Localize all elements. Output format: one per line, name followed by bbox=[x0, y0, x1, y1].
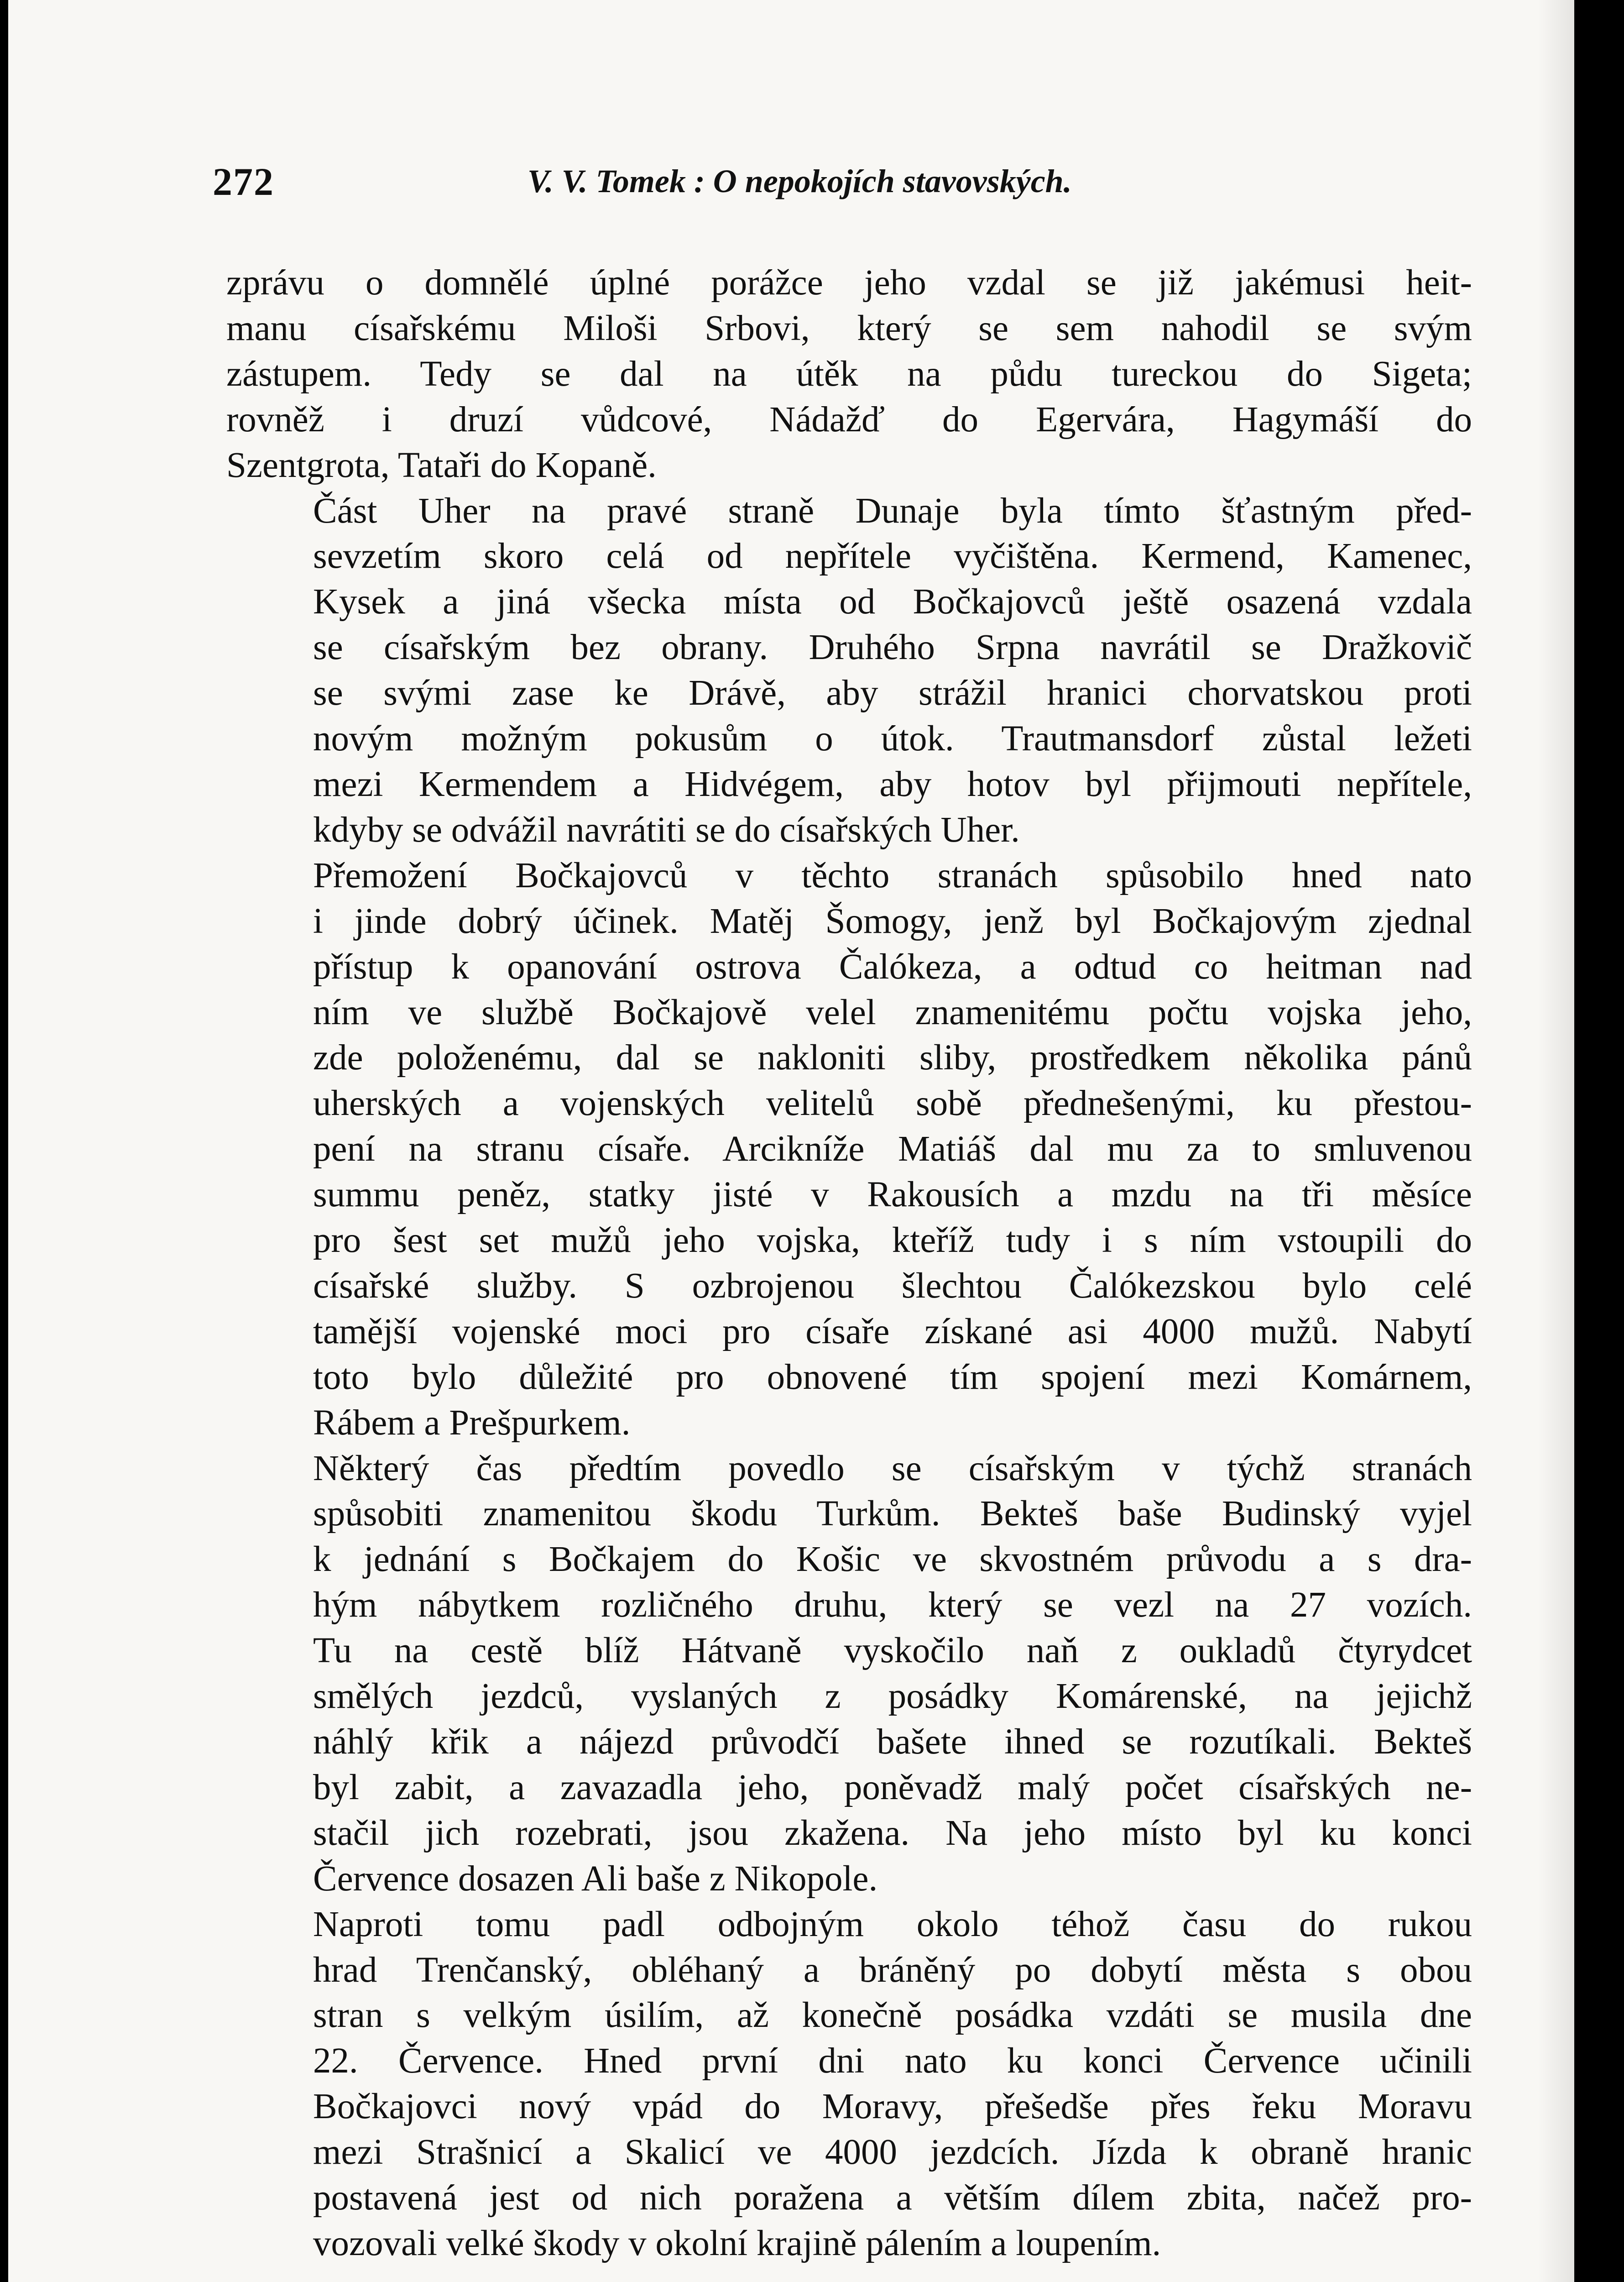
text-line: Szentgrota, Tataři do Kopaně. bbox=[226, 445, 657, 485]
text-line: manu císařskému Miloši Srbovi, který se sem nahodil se svým bbox=[226, 308, 1472, 348]
text-line: uherských a vojenských velitelů sobě přednešenými, ku přestou- bbox=[313, 1083, 1472, 1124]
text-line: Některý čas předtím povedlo se císařským v týchž stranách bbox=[313, 1448, 1472, 1488]
paragraph bbox=[226, 260, 1472, 488]
text-line: Tu na cestě blíž Hátvaně vyskočilo naň z oukladů čtyrydcet bbox=[313, 1631, 1472, 1671]
paragraph bbox=[226, 1902, 1472, 2266]
text-line: summu peněz, statky jisté v Rakousích a mzdu na tři měsíce bbox=[313, 1175, 1472, 1215]
text-line: pení na stranu císaře. Arcikníže Matiáš dal mu za to smluvenou bbox=[313, 1129, 1472, 1169]
page-gutter-shadow bbox=[1538, 0, 1574, 2282]
text-line: Část Uher na pravé straně Dunaje byla tímto šťastným před- bbox=[313, 491, 1472, 531]
text-line: zástupem. Tedy se dal na útěk na půdu tureckou do Sigeta; bbox=[226, 354, 1472, 394]
text-line: kdyby se odvážil navrátiti se do císařských Uher. bbox=[313, 810, 1020, 850]
text-line: pro šest set mužů jeho vojska, kteříž tudy i s ním vstoupili do bbox=[313, 1220, 1472, 1261]
text-line: Naproti tomu padl odbojným okolo téhož času do rukou bbox=[313, 1904, 1472, 1944]
text-line: smělých jezdců, vyslaných z posádky Komárenské, na jejichž bbox=[313, 1676, 1472, 1717]
text-line: mezi Strašnicí a Skalicí ve 4000 jezdcích. Jízda k obraně hranic bbox=[313, 2132, 1472, 2172]
text-line: hým nábytkem rozličného druhu, který se vezl na 27 vozích. bbox=[313, 1585, 1472, 1625]
text-line: ním ve službě Bočkajově velel znamenitému počtu vojska jeho, bbox=[313, 992, 1472, 1032]
text-line: Července dosazen Ali baše z Nikopole. bbox=[313, 1858, 878, 1899]
page-number: 272 bbox=[213, 160, 274, 204]
text-line: náhlý křik a nájezd průvodčí bašete ihned se rozutíkali. Bekteš bbox=[313, 1722, 1472, 1762]
text-line: zprávu o domnělé úplné porážce jeho vzdal se již jakémusi heit- bbox=[226, 263, 1472, 303]
text-line: byl zabit, a zavazadla jeho, poněvadž malý počet císařských ne- bbox=[313, 1767, 1472, 1807]
text-line: císařské služby. S ozbrojenou šlechtou Čalókezskou bylo celé bbox=[313, 1266, 1472, 1306]
text-line: se svými zase ke Drávě, aby strážil hranici chorvatskou proti bbox=[313, 673, 1472, 713]
text-line: 22. Července. Hned první dni nato ku konci Července učinili bbox=[313, 2041, 1472, 2081]
text-line: Přemožení Bočkajovců v těchto stranách spůsobilo hned nato bbox=[313, 855, 1472, 895]
text-line: k jednání s Bočkajem do Košic ve skvostném průvodu a s dra- bbox=[313, 1539, 1472, 1580]
text-line: rovněž i druzí vůdcové, Nádažď do Egervára, Hagymáší do bbox=[226, 399, 1472, 440]
text-line: postavená jest od nich poražena a větším dílem zbita, načež pro- bbox=[313, 2178, 1472, 2218]
text-line: hrad Trenčanský, obléhaný a bráněný po dobytí města s obou bbox=[313, 1950, 1472, 1990]
text-line: zde položenému, dal se nakloniti sliby, prostředkem několika pánů bbox=[313, 1038, 1472, 1078]
text-line: Rábem a Prešpurkem. bbox=[313, 1403, 631, 1443]
text-line: sevzetím skoro celá od nepřítele vyčištěna. Kermend, Kamenec, bbox=[313, 536, 1472, 576]
text-line: se císařským bez obrany. Druhého Srpna navrátil se Dražkovič bbox=[313, 628, 1472, 668]
text-line: přístup k opanování ostrova Čalókeza, a odtud co heitman nad bbox=[313, 947, 1472, 987]
paragraph bbox=[226, 1446, 1472, 1902]
text-line: vozovali velké škody v okolní krajině pálením a loupením. bbox=[313, 2223, 1161, 2263]
text-line: toto bylo důležité pro obnovené tím spojení mezi Komárnem, bbox=[313, 1357, 1472, 1397]
text-line: Bočkajovci nový vpád do Moravy, přešedše přes řeku Moravu bbox=[313, 2087, 1472, 2127]
page bbox=[8, 0, 1574, 2282]
text-line: mezi Kermendem a Hidvégem, aby hotov byl přijmouti nepřítele, bbox=[313, 764, 1472, 804]
text-line: Kysek a jiná všecka místa od Bočkajovců ještě osazená vzdala bbox=[313, 582, 1472, 622]
text-line: i jinde dobrý účinek. Matěj Šomogy, jenž byl Bočkajovým zjednal bbox=[313, 901, 1472, 941]
text-line: tamější vojenské moci pro císaře získané asi 4000 mužů. Nabytí bbox=[313, 1311, 1472, 1351]
paragraph bbox=[226, 853, 1472, 1446]
text-line: spůsobiti znamenitou škodu Turkům. Bekteš baše Budinský vyjel bbox=[313, 1494, 1472, 1534]
running-title: V. V. Tomek : O nepokojích stavovských. bbox=[527, 163, 1072, 199]
text-line: stačil jich rozebrati, jsou zkažena. Na jeho místo byl ku konci bbox=[313, 1813, 1472, 1853]
text-line: novým možným pokusům o útok. Trautmansdorf zůstal ležeti bbox=[313, 719, 1472, 759]
body-text bbox=[226, 260, 1472, 2266]
page-header bbox=[213, 155, 1481, 205]
text-line: stran s velkým úsilím, až konečně posádka vzdáti se musila dne bbox=[313, 1995, 1472, 2036]
paragraph bbox=[226, 488, 1472, 853]
